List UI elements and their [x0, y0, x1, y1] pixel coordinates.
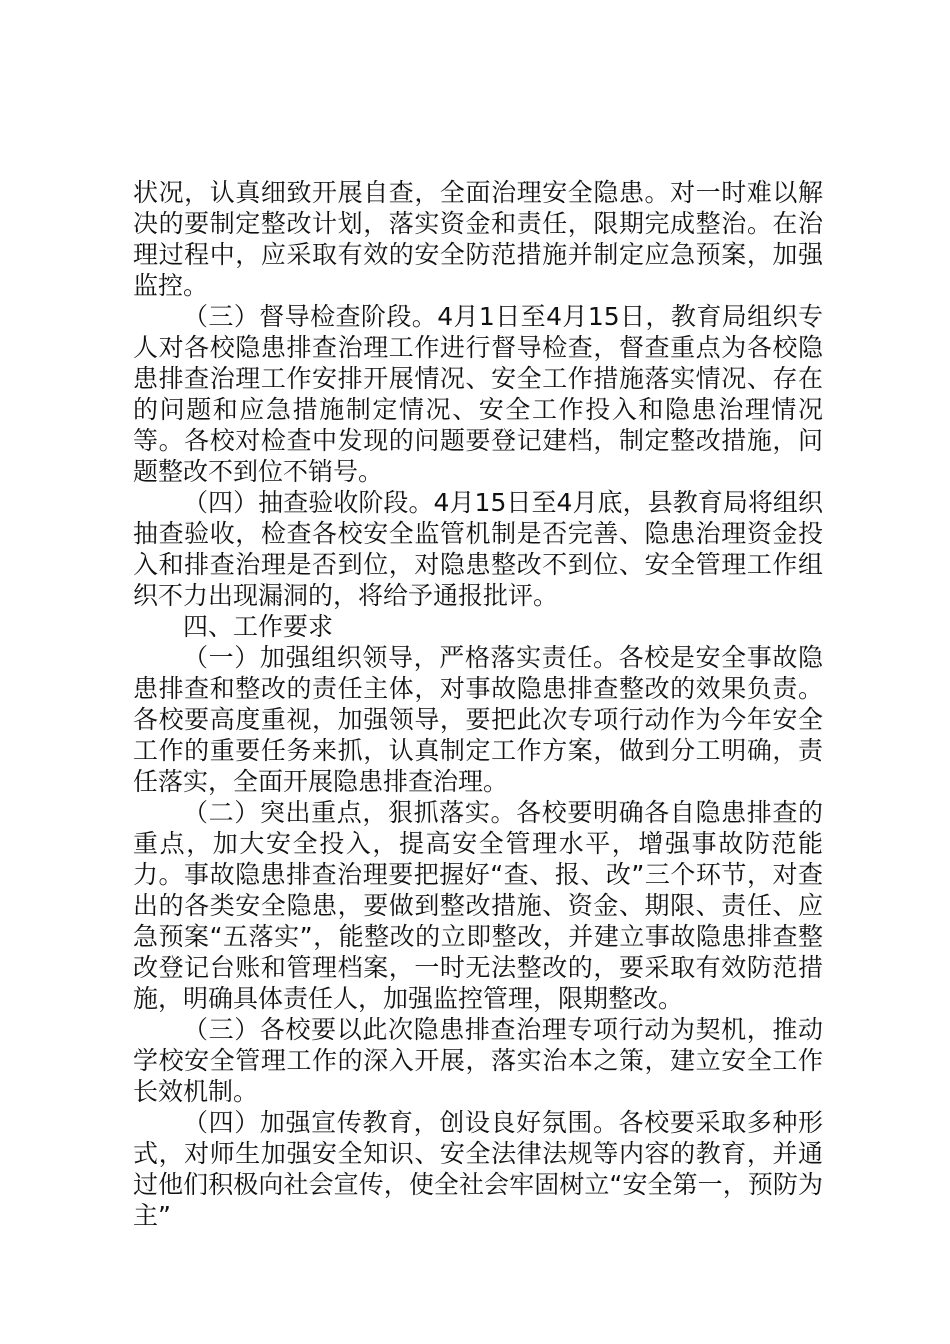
paragraph-requirement-mechanism: （三）各校要以此次隐患排查治理专项行动为契机，推动学校安全管理工作的深入开展，落实治本之策，建立安全工作长效机制。: [133, 1015, 823, 1106]
paragraph-acceptance-stage: （四）抽查验收阶段。4月15日至4月底，县教育局将组织抽查验收，检查各校安全监管机制是否完善、隐患治理资金投入和排查治理是否到位，对隐患整改不到位、安全管理工作组织不力出现漏洞的，将给予通报批评。: [133, 488, 823, 610]
paragraph-requirement-leadership: （一）加强组织领导，严格落实责任。各校是安全事故隐患排查和整改的责任主体，对事故隐患排查整改的效果负责。各校要高度重视，加强领导，要把此次专项行动作为今年安全工作的重要任务来抓，认真制定工作方案，做到分工明确，责任落实，全面开展隐患排查治理。: [133, 643, 823, 796]
paragraph-supervision-stage: （三）督导检查阶段。4月1日至4月15日，教育局组织专人对各校隐患排查治理工作进行督导检查，督查重点为各校隐患排查治理工作安排开展情况、安全工作措施落实情况、存在的问题和应急措施制定情况、安全工作投入和隐患治理情况等。各校对检查中发现的问题要登记建档，制定整改措施，问题整改不到位不销号。: [133, 302, 823, 486]
paragraph-requirement-publicity: （四）加强宣传教育，创设良好氛围。各校要采取多种形式，对师生加强安全知识、安全法律法规等内容的教育，并通过他们积极向社会宣传，使全社会牢固树立“安全第一，预防为主”: [133, 1108, 823, 1230]
document-body: [133, 177, 823, 1231]
paragraph-requirement-focus: （二）突出重点，狠抓落实。各校要明确各自隐患排查的重点，加大安全投入，提高安全管理水平，增强事故防范能力。事故隐患排查治理要把握好“查、报、改”三个环节，对查出的各类安全隐患，要做到整改措施、资金、期限、责任、应急预案“五落实”，能整改的立即整改，并建立事故隐患排查整改登记台账和管理档案，一时无法整改的，要采取有效防范措施，明确具体责任人，加强监控管理，限期整改。: [133, 798, 823, 1013]
section-heading-work-requirements: 四、工作要求: [183, 612, 334, 641]
paragraph-self-inspection-continued: 状况，认真细致开展自查，全面治理安全隐患。对一时难以解决的要制定整改计划，落实资金和责任，限期完成整治。在治理过程中，应采取有效的安全防范措施并制定应急预案，加强监控。: [133, 178, 823, 300]
